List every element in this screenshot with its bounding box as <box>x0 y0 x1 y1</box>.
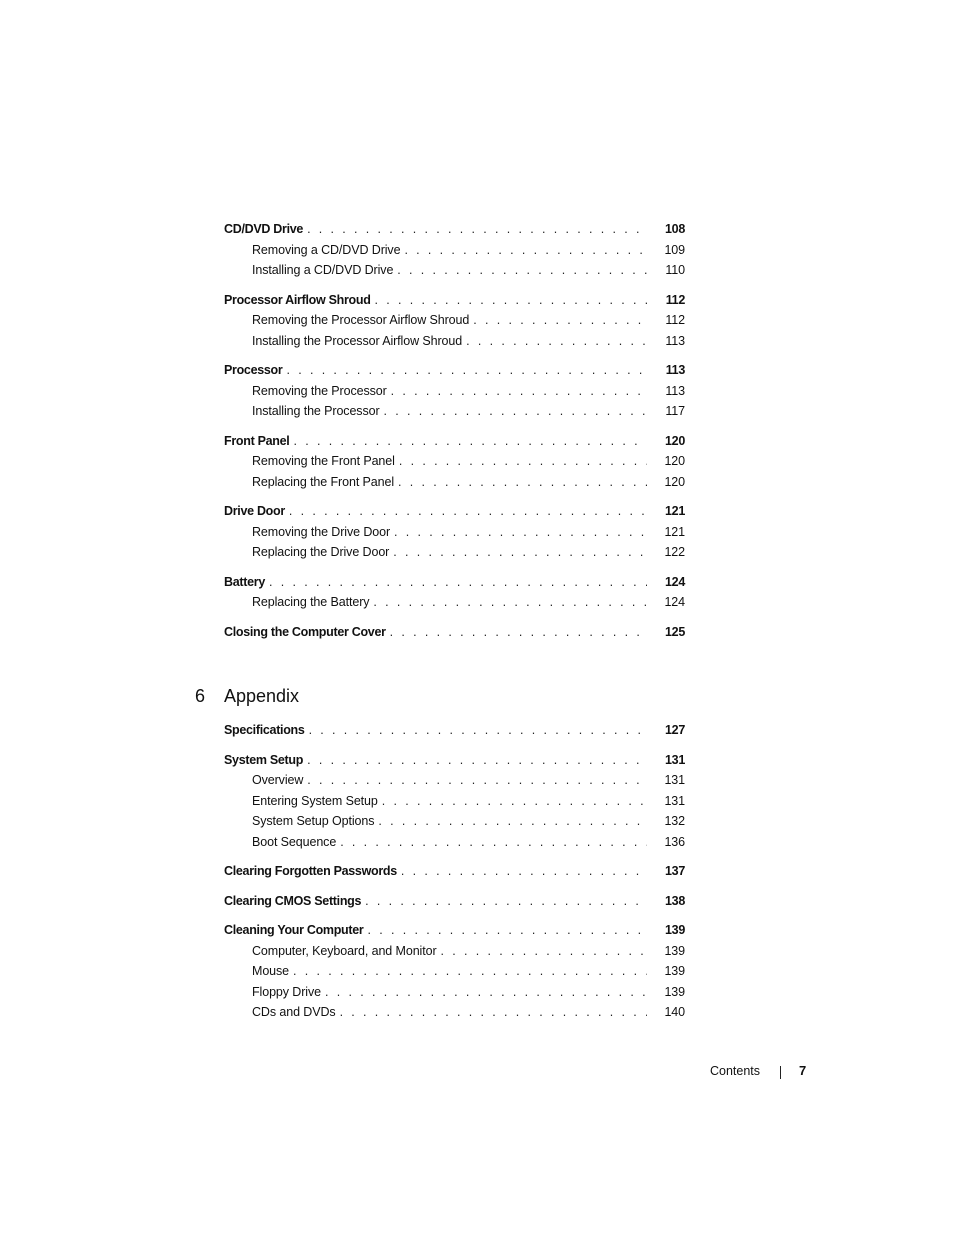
toc-entry-title: Cleaning Your Computer <box>224 923 364 937</box>
toc-entry-page: 127 <box>665 723 685 737</box>
toc-entry-page: 108 <box>665 222 685 236</box>
toc-entry-cds-and-dvds[interactable] <box>224 1002 685 1023</box>
toc-entry-title: CDs and DVDs <box>252 1005 336 1019</box>
toc-entry-title: Replacing the Drive Door <box>252 545 390 559</box>
toc-entry-page: 139 <box>664 984 685 999</box>
toc-entry-page: 138 <box>665 893 685 908</box>
toc-entry-replacing-the-front-panel[interactable] <box>224 472 685 493</box>
dot-leader <box>393 542 647 562</box>
toc-entry-page: 121 <box>664 524 685 539</box>
toc-entry-title: Removing a CD/DVD Drive <box>252 242 401 257</box>
toc-entry-page: 136 <box>664 834 685 849</box>
toc-entry-title: Processor Airflow Shroud <box>224 292 371 307</box>
dot-leader <box>382 791 647 811</box>
chapter-heading[interactable] <box>195 684 299 708</box>
toc-entry-floppy-drive[interactable] <box>224 982 685 1003</box>
toc-entry-battery[interactable] <box>224 572 685 593</box>
dot-leader <box>466 331 647 351</box>
toc-entry-page: 124 <box>665 574 685 589</box>
chapter-title: Appendix <box>224 686 300 706</box>
toc-entry-title: Specifications <box>224 723 305 737</box>
toc-entry-page: 113 <box>665 383 685 398</box>
dot-leader <box>384 401 647 421</box>
toc-entry-title: Replacing the Front Panel <box>252 474 395 489</box>
toc-list-top <box>224 219 685 642</box>
toc-entry-title: Closing the Computer Cover <box>224 624 386 639</box>
toc-entry-page: 120 <box>664 454 685 468</box>
toc-entry-title: Installing the Processor Airflow Shroud <box>252 333 463 348</box>
toc-entry-title: Processor <box>224 363 283 377</box>
toc-entry-drive-door[interactable] <box>224 501 685 522</box>
toc-entry-title: Removing the Processor <box>252 383 387 398</box>
toc-entry-title: System Setup Options <box>252 814 375 828</box>
dot-leader <box>307 770 647 790</box>
toc-entry-title: Computer, Keyboard, and Monitor <box>252 943 437 958</box>
toc-entry-removing-the-drive-door[interactable] <box>224 522 685 543</box>
dot-leader <box>441 941 647 961</box>
toc-entry-installing-the-processor-airflow-shroud[interactable] <box>224 331 685 352</box>
toc-entry-overview[interactable] <box>224 770 685 791</box>
toc-entry-title: Replacing the Battery <box>252 595 370 609</box>
toc-entry-cleaning-your-computer[interactable] <box>224 920 685 941</box>
toc-entry-title: CD/DVD Drive <box>224 222 304 236</box>
toc-entry-removing-the-processor-airflow-shroud[interactable] <box>224 310 685 331</box>
dot-leader <box>289 501 647 521</box>
toc-entry-entering-system-setup[interactable] <box>224 791 685 812</box>
footer-divider <box>780 1066 781 1079</box>
toc-entry-page: 131 <box>664 773 685 787</box>
dot-leader <box>340 832 647 852</box>
dot-leader <box>398 472 647 492</box>
toc-entry-specifications[interactable] <box>224 720 685 741</box>
dot-leader <box>401 861 647 881</box>
toc-entry-title: Boot Sequence <box>252 834 337 849</box>
footer-page-number: 7 <box>799 1063 807 1078</box>
toc-entry-page: 112 <box>665 313 685 327</box>
toc-entry-installing-a-cd-dvd-drive[interactable] <box>224 260 685 281</box>
toc-entry-page: 137 <box>665 864 685 878</box>
toc-entry-page: 113 <box>665 333 685 348</box>
dot-leader <box>373 592 647 612</box>
toc-entry-removing-the-processor[interactable] <box>224 381 685 402</box>
dot-leader <box>397 260 647 280</box>
toc-entry-system-setup[interactable] <box>224 750 685 771</box>
toc-entry-front-panel[interactable] <box>224 431 685 452</box>
toc-entry-title: Removing the Front Panel <box>252 454 395 468</box>
toc-entry-page: 121 <box>665 504 685 518</box>
toc-entry-page: 139 <box>664 943 685 958</box>
dot-leader <box>286 360 647 380</box>
toc-entry-clearing-forgotten-passwords[interactable] <box>224 861 685 882</box>
toc-entry-title: Removing the Drive Door <box>252 524 391 539</box>
toc-entry-title: System Setup <box>224 752 304 767</box>
toc-entry-boot-sequence[interactable] <box>224 832 685 853</box>
toc-entry-title: Drive Door <box>224 504 285 518</box>
toc-entry-title: Mouse <box>252 964 290 978</box>
toc-entry-title: Clearing Forgotten Passwords <box>224 864 397 878</box>
toc-entry-title: Installing the Processor <box>252 404 380 418</box>
toc-entry-page: 140 <box>664 1005 685 1019</box>
toc-entry-title: Front Panel <box>224 433 290 448</box>
toc-entry-page: 113 <box>665 363 685 377</box>
toc-entry-removing-a-cd-dvd-drive[interactable] <box>224 240 685 261</box>
page-footer <box>700 1061 810 1081</box>
chapter-number: 6 <box>195 686 206 706</box>
dot-leader <box>378 811 647 831</box>
toc-entry-mouse[interactable] <box>224 961 685 982</box>
toc-entry-computer-keyboard-and-monitor[interactable] <box>224 941 685 962</box>
toc-entry-page: 125 <box>665 624 685 639</box>
toc-entry-cd-dvd-drive[interactable] <box>224 219 685 240</box>
toc-entry-title: Floppy Drive <box>252 984 321 999</box>
dot-leader <box>375 290 647 310</box>
toc-entry-title: Entering System Setup <box>252 793 378 808</box>
dot-leader <box>390 622 647 642</box>
toc-entry-page: 139 <box>665 923 685 937</box>
toc-entry-page: 109 <box>664 242 685 257</box>
toc-entry-replacing-the-battery[interactable] <box>224 592 685 613</box>
toc-entry-page: 110 <box>665 263 685 277</box>
toc-list-bottom <box>224 720 685 1023</box>
toc-entry-title: Installing a CD/DVD Drive <box>252 263 394 277</box>
toc-entry-title: Removing the Processor Airflow Shroud <box>252 313 470 327</box>
dot-leader <box>391 381 647 401</box>
toc-entry-processor[interactable] <box>224 360 685 381</box>
dot-leader <box>307 750 647 770</box>
toc-entry-page: 120 <box>664 474 685 489</box>
toc-entry-closing-the-computer-cover[interactable] <box>224 622 685 643</box>
toc-entry-removing-the-front-panel[interactable] <box>224 451 685 472</box>
dot-leader <box>404 240 647 260</box>
toc-entry-page: 120 <box>665 433 685 448</box>
dot-leader <box>473 310 647 330</box>
toc-entry-title: Battery <box>224 574 265 589</box>
dot-leader <box>293 961 647 981</box>
toc-entry-page: 122 <box>664 545 685 559</box>
toc-entry-page: 112 <box>665 292 685 307</box>
dot-leader <box>399 451 647 471</box>
dot-leader <box>367 920 647 940</box>
dot-leader <box>394 522 647 542</box>
toc-entry-page: 139 <box>664 964 685 978</box>
toc-entry-installing-the-processor[interactable] <box>224 401 685 422</box>
dot-leader <box>307 219 647 239</box>
toc-entry-page: 131 <box>664 793 685 808</box>
footer-label: Contents <box>710 1064 761 1078</box>
toc-entry-replacing-the-drive-door[interactable] <box>224 542 685 563</box>
dot-leader <box>365 891 647 911</box>
toc-entry-page: 124 <box>664 595 685 609</box>
dot-leader <box>269 572 647 592</box>
toc-entry-title: Clearing CMOS Settings <box>224 893 362 908</box>
toc-entry-title: Overview <box>252 773 304 787</box>
dot-leader <box>325 982 647 1002</box>
toc-entry-page: 132 <box>664 814 685 828</box>
toc-entry-clearing-cmos-settings[interactable] <box>224 891 685 912</box>
toc-entry-page: 131 <box>665 752 685 767</box>
toc-entry-processor-airflow-shroud[interactable] <box>224 290 685 311</box>
toc-entry-system-setup-options[interactable] <box>224 811 685 832</box>
dot-leader <box>293 431 647 451</box>
toc-entry-page: 117 <box>665 404 685 418</box>
dot-leader <box>340 1002 647 1022</box>
dot-leader <box>309 720 647 740</box>
